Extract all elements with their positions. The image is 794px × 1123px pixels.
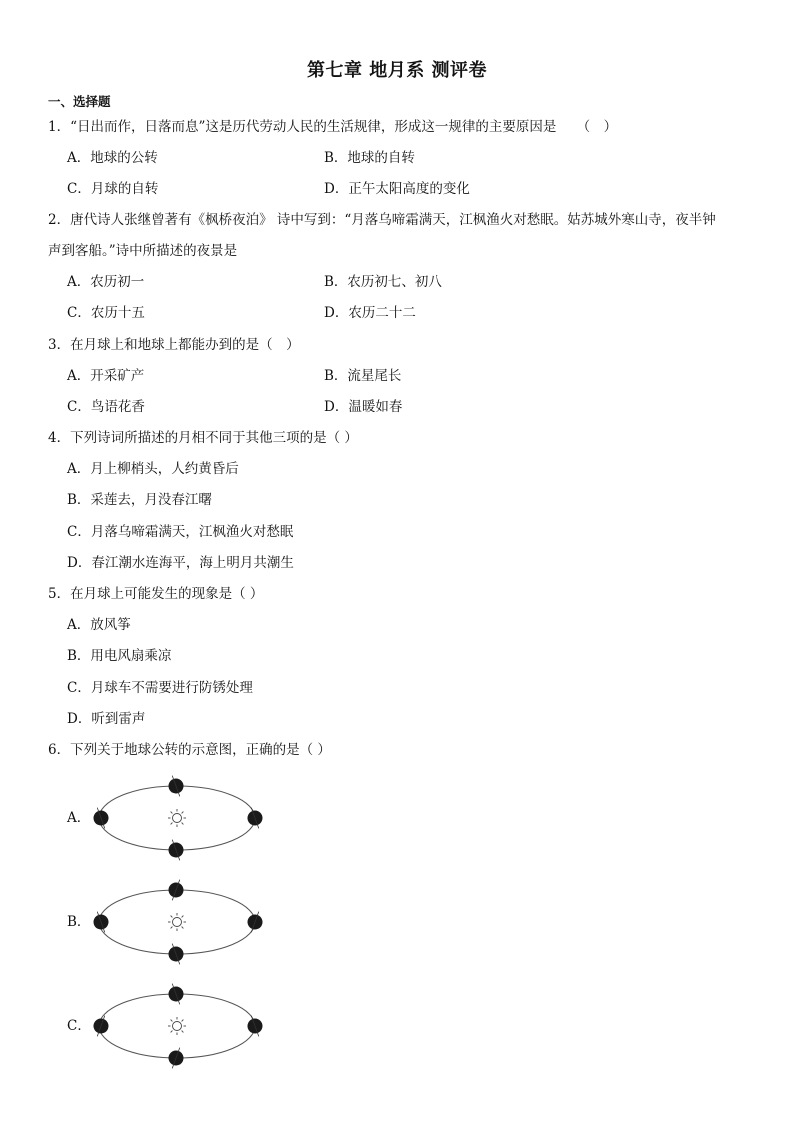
orbit-diagram-b [89,876,299,968]
orbit-ellipse [99,994,255,1058]
earth-icon-left [90,1013,112,1039]
question-4-stem: 4．下列诗词所描述的月相不同于其他三项的是（ ） [48,430,358,446]
question-3-option-d[interactable]: D．温暖如春 [324,399,403,415]
question-3-option-c[interactable]: C．鸟语花香 [67,399,145,415]
section-heading: 一、选择题 [48,94,111,109]
earth-icon-right [244,805,266,831]
question-2-option-d[interactable]: D．农历二十二 [324,305,416,321]
option-a-label: A． [67,810,91,826]
question-6-option-a[interactable] [67,773,297,863]
question-5-stem: 5．在月球上可能发生的现象是（ ） [48,586,264,602]
orbit-diagram-a [89,773,299,865]
question-2-option-b[interactable]: B．农历初七、初八 [324,274,442,290]
earth-icon-right [244,909,266,935]
question-1-option-c[interactable]: C．月球的自转 [67,181,159,197]
orbit-ellipse [99,890,255,954]
question-5-option-b[interactable]: B．用电风扇乘凉 [67,648,172,664]
question-5-option-d[interactable]: D．听到雷声 [67,711,146,727]
question-4-option-c[interactable]: C．月落乌啼霜满天，江枫渔火对愁眠 [67,524,294,540]
question-3-option-b[interactable]: B．流星尾长 [324,368,402,384]
sun-icon [168,1017,186,1035]
page-title: 第七章 地月系 测评卷 [306,60,488,81]
sun-icon [168,809,186,827]
question-1-stem: 1．“日出而作，日落而息”这是历代劳动人民的生活规律，形成这一规律的主要原因是 （ ） [48,119,618,135]
question-2-stem-line-2: 声到客船。”诗中所描述的夜景是 [48,243,238,259]
question-2-stem-line-1: 2．唐代诗人张继曾著有《枫桥夜泊》 诗中写到：“月落乌啼霜满天，江枫渔火对愁眠。姑苏城外寒山寺，夜半钟 [48,212,716,228]
question-6-option-c[interactable] [67,980,297,1070]
question-4-option-a[interactable]: A．月上柳梢头，人约黄昏后 [67,461,239,477]
question-4-option-b[interactable]: B．采莲去，月没春江曙 [67,492,212,508]
question-3-stem: 3．在月球上和地球上都能办到的是（ ） [48,337,300,353]
option-b-label: B． [67,914,91,930]
earth-icon-left [90,805,112,831]
earth-icon-right [244,1013,266,1039]
question-1-option-b[interactable]: B．地球的自转 [324,150,415,166]
question-1-option-d[interactable]: D．正午太阳高度的变化 [324,181,470,197]
earth-icon-left [90,909,112,935]
question-2-option-a[interactable]: A．农历初一 [67,274,145,290]
question-4-option-d[interactable]: D．春江潮水连海平，海上明月共潮生 [67,555,294,571]
question-6-stem: 6．下列关于地球公转的示意图，正确的是（ ） [48,742,331,758]
orbit-diagram-c [89,980,299,1072]
question-6-option-b[interactable] [67,876,297,966]
orbit-ellipse [99,786,255,850]
sun-icon [168,913,186,931]
question-1-option-a[interactable]: A．地球的公转 [67,150,158,166]
question-5-option-c[interactable]: C．月球车不需要进行防锈处理 [67,680,253,696]
question-5-option-a[interactable]: A．放风筝 [67,617,131,633]
question-2-option-c[interactable]: C．农历十五 [67,305,145,321]
question-3-option-a[interactable]: A．开采矿产 [67,368,145,384]
option-c-label: C． [67,1018,91,1034]
